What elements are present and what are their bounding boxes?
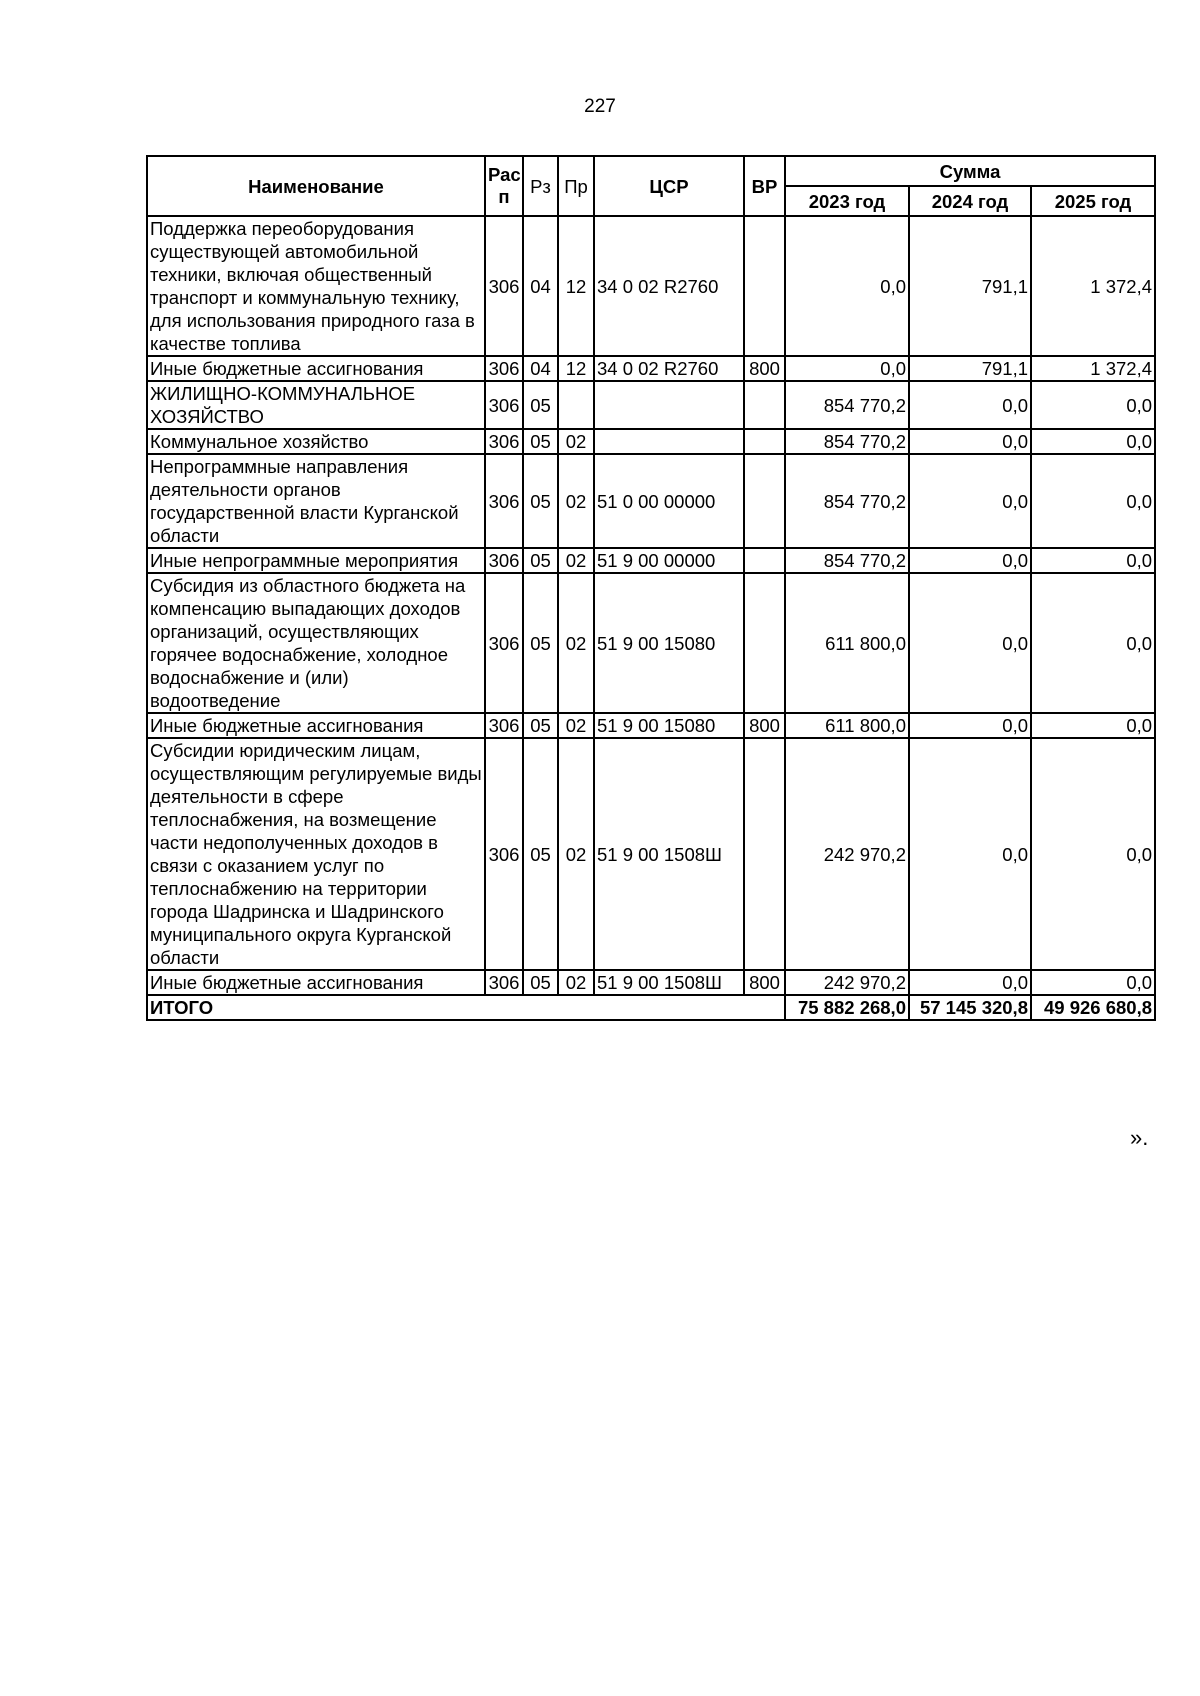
total-sum-2024: 57 145 320,8 [909,995,1031,1020]
row-rasp: 306 [485,429,523,454]
row-pr: 02 [558,454,594,548]
row-csr: 51 9 00 1508Ш [594,970,744,995]
header-rz: Рз [523,156,558,216]
row-sum-2025: 0,0 [1031,548,1155,573]
row-rz: 05 [523,429,558,454]
row-vr [744,381,785,429]
table-row [147,548,1155,573]
row-pr: 02 [558,573,594,713]
table-row [147,454,1155,548]
row-rasp: 306 [485,381,523,429]
row-vr [744,429,785,454]
total-sum-2023: 75 882 268,0 [785,995,909,1020]
row-rz: 05 [523,738,558,970]
row-sum-2023: 611 800,0 [785,573,909,713]
row-name: Субсидии юридическим лицам, осуществляющим регулируемые виды деятельности в сфере теплоснабжения, на возмещение части недополученных доходов в связи с оказанием услуг по теплоснабжению на территории города Шадринска и Шадринского муниципального округа Курганской области [147,738,485,970]
row-rz: 04 [523,356,558,381]
row-pr: 02 [558,548,594,573]
table-row [147,429,1155,454]
row-sum-2024: 791,1 [909,216,1031,356]
row-csr: 51 9 00 15080 [594,573,744,713]
budget-table [146,155,1156,1021]
row-sum-2023: 854 770,2 [785,381,909,429]
row-pr: 02 [558,738,594,970]
row-name: Поддержка переоборудования существующей автомобильной техники, включая общественный транспорт и коммунальную технику, для использования природного газа в качестве топлива [147,216,485,356]
row-sum-2025: 0,0 [1031,381,1155,429]
row-sum-2023: 242 970,2 [785,738,909,970]
row-sum-2024: 791,1 [909,356,1031,381]
row-pr [558,381,594,429]
row-vr: 800 [744,970,785,995]
row-sum-2025: 1 372,4 [1031,356,1155,381]
row-name: Иные бюджетные ассигнования [147,356,485,381]
row-rasp: 306 [485,216,523,356]
row-sum-2024: 0,0 [909,713,1031,738]
table-row [147,738,1155,970]
row-sum-2024: 0,0 [909,970,1031,995]
table-row [147,216,1155,356]
total-label: ИТОГО [147,995,785,1020]
row-sum-2025: 0,0 [1031,573,1155,713]
row-sum-2025: 0,0 [1031,429,1155,454]
row-rz: 05 [523,454,558,548]
row-pr: 02 [558,970,594,995]
table-row [147,713,1155,738]
row-rasp: 306 [485,713,523,738]
row-vr: 800 [744,356,785,381]
row-name: Непрограммные направления деятельности органов государственной власти Курганской области [147,454,485,548]
total-sum-2025: 49 926 680,8 [1031,995,1155,1020]
row-rz: 04 [523,216,558,356]
row-sum-2023: 242 970,2 [785,970,909,995]
row-vr [744,573,785,713]
row-rz: 05 [523,548,558,573]
header-vr: ВР [744,156,785,216]
header-rasp: Рас п [485,156,523,216]
table-row [147,573,1155,713]
row-csr: 34 0 02 R2760 [594,356,744,381]
row-name: ЖИЛИЩНО-КОММУНАЛЬНОЕ ХОЗЯЙСТВО [147,381,485,429]
row-vr: 800 [744,713,785,738]
table-row [147,356,1155,381]
row-sum-2025: 1 372,4 [1031,216,1155,356]
row-sum-2025: 0,0 [1031,713,1155,738]
row-name: Иные бюджетные ассигнования [147,970,485,995]
row-rasp: 306 [485,573,523,713]
row-pr: 12 [558,216,594,356]
row-rasp: 306 [485,454,523,548]
row-csr: 51 9 00 00000 [594,548,744,573]
row-pr: 02 [558,429,594,454]
row-sum-2023: 854 770,2 [785,454,909,548]
row-csr [594,381,744,429]
row-csr [594,429,744,454]
row-csr: 34 0 02 R2760 [594,216,744,356]
row-name: Субсидия из областного бюджета на компенсацию выпадающих доходов организаций, осуществляющих горячее водоснабжение, холодное водоснабжение и (или) водоотведение [147,573,485,713]
row-csr: 51 9 00 1508Ш [594,738,744,970]
row-rz: 05 [523,381,558,429]
row-sum-2023: 0,0 [785,356,909,381]
header-pr: Пр [558,156,594,216]
row-sum-2024: 0,0 [909,429,1031,454]
row-name: Иные бюджетные ассигнования [147,713,485,738]
row-name: Иные непрограммные мероприятия [147,548,485,573]
header-csr: ЦСР [594,156,744,216]
row-name: Коммунальное хозяйство [147,429,485,454]
row-pr: 02 [558,713,594,738]
row-rz: 05 [523,970,558,995]
row-rasp: 306 [485,738,523,970]
row-sum-2025: 0,0 [1031,738,1155,970]
row-rasp: 306 [485,548,523,573]
page-number: 227 [584,96,616,117]
row-sum-2025: 0,0 [1031,970,1155,995]
row-rasp: 306 [485,356,523,381]
row-sum-2023: 0,0 [785,216,909,356]
row-sum-2023: 854 770,2 [785,548,909,573]
row-vr [744,548,785,573]
row-vr [744,454,785,548]
closing-quote-mark: ». [1130,1125,1149,1150]
header-year-2023: 2023 год [785,186,909,216]
row-sum-2023: 611 800,0 [785,713,909,738]
row-sum-2025: 0,0 [1031,454,1155,548]
row-rz: 05 [523,713,558,738]
table-row [147,381,1155,429]
header-name: Наименование [147,156,485,216]
row-pr: 12 [558,356,594,381]
row-csr: 51 9 00 15080 [594,713,744,738]
row-sum-2024: 0,0 [909,738,1031,970]
row-rasp: 306 [485,970,523,995]
row-vr [744,738,785,970]
total-row [147,995,1155,1020]
table-row [147,970,1155,995]
header-year-2024: 2024 год [909,186,1031,216]
row-csr: 51 0 00 00000 [594,454,744,548]
row-sum-2024: 0,0 [909,454,1031,548]
header-year-2025: 2025 год [1031,186,1155,216]
table-body [147,216,1155,1020]
row-rz: 05 [523,573,558,713]
row-sum-2024: 0,0 [909,381,1031,429]
table-header [147,156,1155,216]
header-sum: Сумма [785,156,1155,186]
row-sum-2024: 0,0 [909,573,1031,713]
row-vr [744,216,785,356]
row-sum-2024: 0,0 [909,548,1031,573]
row-sum-2023: 854 770,2 [785,429,909,454]
